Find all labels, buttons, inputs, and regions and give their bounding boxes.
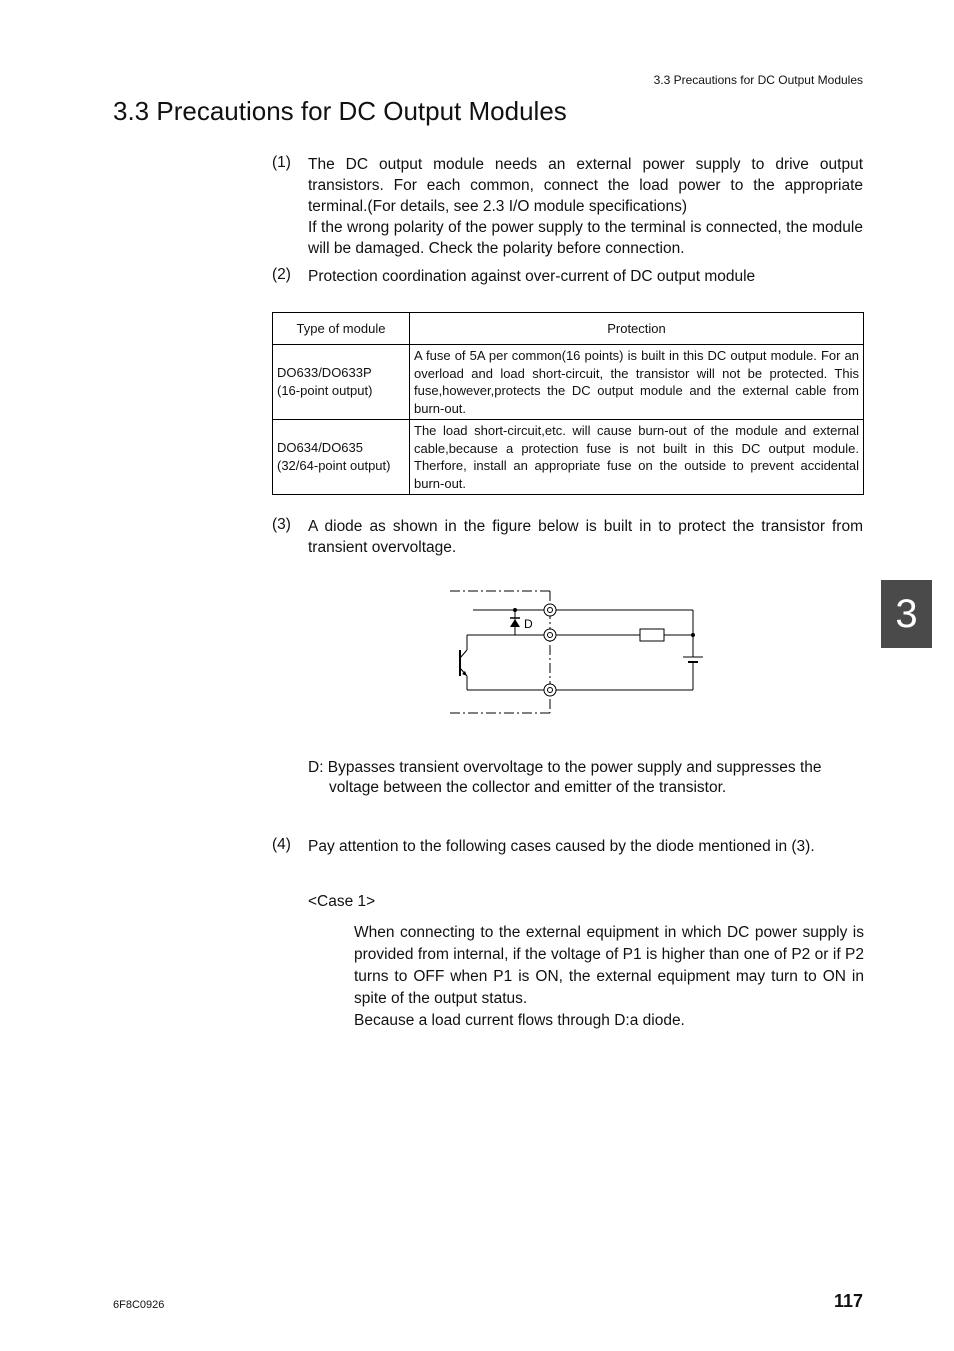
diode-note-line-1: D: Bypasses transient overvoltage to the power supply and suppresses the [308, 759, 822, 776]
terminal-middle [544, 629, 556, 641]
table-header-row [273, 313, 864, 345]
diode-circuit-diagram [440, 580, 720, 720]
item-text-1 [308, 154, 863, 259]
protection-description: A fuse of 5A per common(16 points) is built in this DC output module. For an overload and load short-circuit, the transistor will not be protected. This fuse,however,protects the DC output module and the external cable from burn-out. [410, 345, 864, 420]
terminal-bottom [544, 684, 556, 696]
item-number-2: (2) [272, 266, 291, 283]
table-header-protection: Protection [410, 313, 864, 345]
item-1-paragraph-2: If the wrong polarity of the power supply to the terminal is connected, the module will be damaged. Check the polarity before connection. [308, 219, 863, 257]
case-1-paragraph-2: Because a load current flows through D:a diode. [354, 1012, 685, 1029]
chapter-tab: 3 [881, 580, 932, 648]
item-number-1: (1) [272, 154, 291, 171]
diode-note [308, 758, 864, 798]
module-type-cell [273, 420, 410, 495]
item-number-4: (4) [272, 836, 291, 853]
module-type-points: (32/64-point output) [277, 458, 391, 473]
item-text-4: Pay attention to the following cases caused by the diode mentioned in (3). [308, 838, 815, 855]
protection-description: The load short-circuit,etc. will cause burn-out of the module and external cable,because a protection fuse is not built in this DC output module. Therfore, install an appropriate fuse on the outside to prevent accidental burn-out. [410, 420, 864, 495]
running-header: 3.3 Precautions for DC Output Modules [653, 73, 863, 87]
module-type-name: DO634/DO635 [277, 440, 363, 455]
module-type-name: DO633/DO633P [277, 365, 372, 380]
load-resistor [640, 629, 664, 641]
table-row [273, 420, 864, 495]
module-type-points: (16-point output) [277, 383, 373, 398]
case-1-label: <Case 1> [308, 893, 376, 910]
junction-dot [513, 608, 517, 612]
transistor-collector [460, 650, 467, 658]
junction-dot [691, 633, 695, 637]
table-header-type: Type of module [273, 313, 410, 345]
terminal-top [544, 604, 556, 616]
item-text-2: Protection coordination against over-current of DC output module [308, 268, 756, 285]
protection-table [272, 312, 864, 495]
diode-note-line-2: voltage between the collector and emitter of the transistor. [329, 779, 727, 796]
case-1-body [354, 922, 864, 1032]
item-text-3: A diode as shown in the figure below is built in to protect the transistor from transient overvoltage. [308, 518, 863, 556]
page-number: 117 [833, 1291, 863, 1311]
section-title: 3.3 Precautions for DC Output Modules [113, 96, 567, 126]
table-row [273, 345, 864, 420]
module-type-cell [273, 345, 410, 420]
item-number-3: (3) [272, 516, 291, 533]
case-1-paragraph-1: When connecting to the external equipment in which DC power supply is provided from internal, if the voltage of P1 is higher than one of P2 or if P2 turns to OFF when P1 is ON, the external equipment may turn to ON in spite of the output status. [354, 924, 864, 1007]
diode-label: D [524, 617, 533, 631]
item-1-paragraph-1: The DC output module needs an external power supply to drive output transistors. For each common, connect the load power to the appropriate terminal.(For details, see 2.3 I/O module specifications) [308, 156, 863, 215]
diode-triangle-icon [510, 619, 520, 627]
document-code: 6F8C0926 [113, 1299, 165, 1311]
